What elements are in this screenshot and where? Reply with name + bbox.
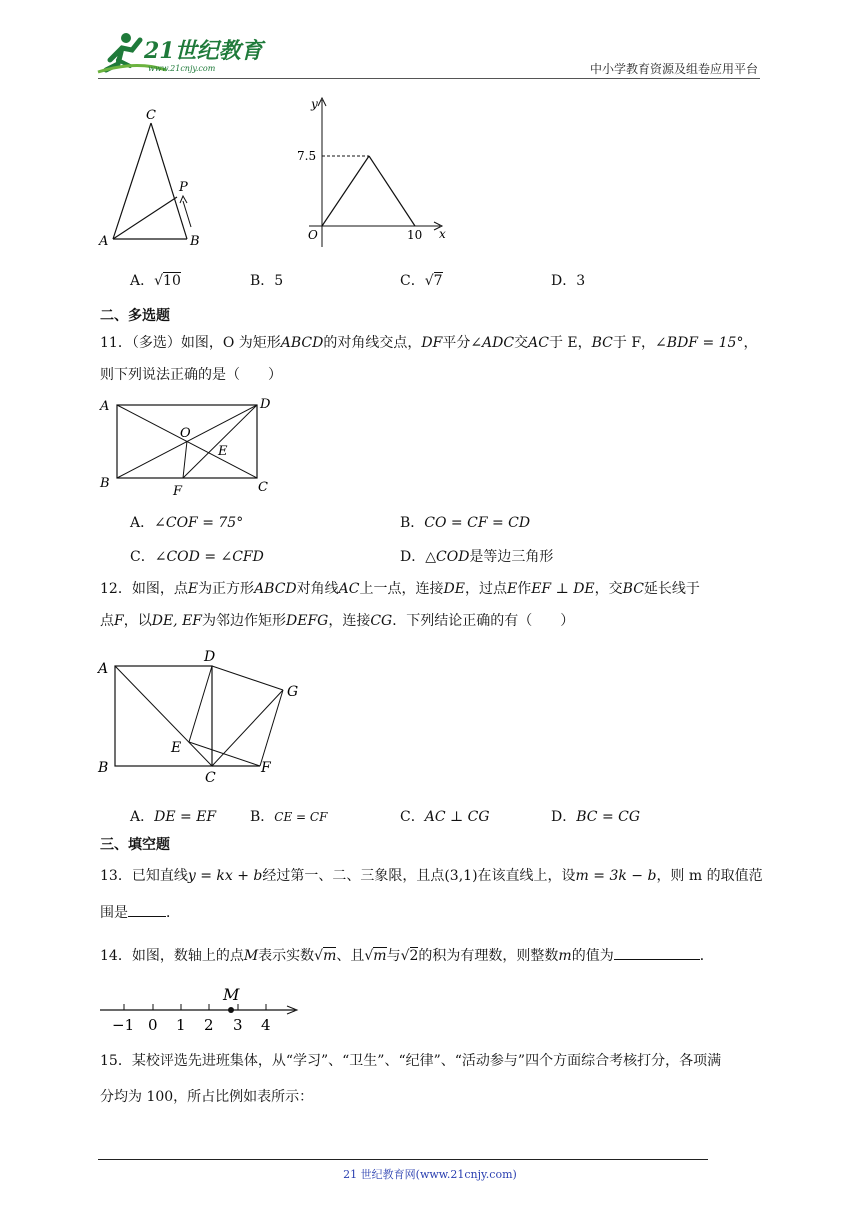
label-F: F — [261, 760, 271, 776]
xtick-10: 10 — [407, 228, 423, 242]
q12-option-d[interactable]: D．BC = CG — [551, 809, 641, 825]
sqrt-icon: √ — [424, 273, 434, 289]
q12-option-a[interactable]: A．DE = EF — [130, 809, 217, 825]
q15-text-line2: 分均为 100，所占比例如表所示： — [100, 1089, 314, 1105]
site-logo — [96, 30, 276, 76]
q10-option-c[interactable]: C．√7 — [400, 273, 443, 289]
q11-option-a[interactable]: A．∠COF = 75° — [130, 515, 244, 531]
section-multiple-choice: 二、多选题 — [100, 308, 170, 324]
tick-label: 4 — [261, 1016, 271, 1034]
ytick-7-5: 7.5 — [297, 149, 317, 163]
q12-option-c[interactable]: C．AC ⊥ CG — [400, 809, 490, 825]
q13-text: 13．已知直线y = kx + b经过第一、二、三象限，且点(3,1)在该直线上，设m = 3k − b，则 m 的取值范 — [100, 868, 763, 884]
q14-answer-blank[interactable] — [614, 945, 700, 960]
q13-answer-blank[interactable] — [128, 902, 166, 917]
label-E: E — [218, 444, 228, 459]
q15-text: 15．某校评选先进班集体，从“学习”、“卫生”、“纪律”、“活动参与”四个方面综合考核打分，各项满 — [100, 1053, 722, 1069]
origin-label: O — [308, 228, 318, 242]
q12-option-b[interactable]: B．CE = CF — [250, 809, 328, 825]
logo-text: 21世纪教育 — [144, 38, 263, 64]
q12-text: 12．如图，点E为正方形ABCD对角线AC上一点，连接DE，过点E作EF ⊥ DE，交BC延长线于 点F，以DE, EF为邻边作矩形DEFG，连接CG．下列结论正确的有（ ） — [100, 581, 700, 629]
label-B: B — [100, 476, 110, 491]
label-C: C — [258, 480, 268, 495]
triangle-figure — [95, 105, 215, 255]
sqrt-icon: √ — [154, 273, 164, 289]
label-B: B — [98, 760, 109, 776]
q11-option-d[interactable]: D．△COD是等边三角形 — [400, 549, 554, 565]
header-platform-text: 中小学教育资源及组卷应用平台 — [589, 62, 758, 76]
q11-text: 11．（多选）如图，O 为矩形ABCD的对角线交点，DF平分∠ADC交AC于 E，BC于 F，∠BDF = 15°， 则下列说法正确的是（ ） — [100, 335, 758, 383]
section-fill-in: 三、填空题 — [100, 837, 170, 853]
q11-option-b[interactable]: B．CO = CF = CD — [400, 515, 531, 531]
label-D: D — [204, 649, 216, 665]
sqrt-icon: √ — [400, 948, 410, 964]
axis-y-label: y — [311, 97, 318, 111]
label-O: O — [180, 426, 191, 441]
number-line — [95, 982, 310, 1034]
square-figure — [95, 646, 310, 786]
sqrt-icon: √ — [314, 948, 324, 964]
sqrt-icon: √ — [364, 948, 374, 964]
q10-option-d[interactable]: D．3 — [551, 273, 586, 289]
label-E: E — [171, 740, 182, 756]
label-C: C — [146, 108, 156, 123]
label-A: A — [100, 399, 110, 414]
function-graph — [295, 92, 455, 252]
tick-label: 0 — [148, 1016, 158, 1034]
label-B: B — [190, 234, 200, 249]
label-M: M — [223, 985, 240, 1004]
tick-label: 2 — [204, 1016, 214, 1034]
q11-option-c[interactable]: C．∠COD = ∠CFD — [130, 549, 264, 565]
footer-link[interactable]: 21 世纪教育网(www.21cnjy.com) — [343, 1168, 517, 1181]
q10-option-a[interactable]: A．√10 — [130, 273, 181, 289]
label-G: G — [287, 684, 299, 700]
header-divider — [98, 78, 760, 79]
q13-text-line2: 围是 ． — [100, 897, 765, 929]
label-C: C — [205, 770, 216, 786]
label-F: F — [173, 484, 183, 499]
tick-label: −1 — [112, 1016, 135, 1034]
label-D: D — [260, 397, 271, 412]
label-A: A — [98, 661, 109, 677]
axis-x-label: x — [439, 227, 446, 241]
label-A: A — [99, 234, 109, 249]
footer-divider — [98, 1159, 708, 1160]
label-P: P — [179, 180, 188, 195]
tick-label: 1 — [176, 1016, 186, 1034]
logo-url: www.21cnjy.com — [148, 64, 216, 73]
q14-text: 14．如图，数轴上的点M表示实数√m、且√m与√2的积为有理数，则整数m的值为 ． — [100, 940, 765, 972]
tick-label: 3 — [233, 1016, 243, 1034]
point-M — [228, 1007, 234, 1013]
rectangle-figure — [95, 393, 285, 503]
q10-option-b[interactable]: B．5 — [250, 273, 284, 289]
